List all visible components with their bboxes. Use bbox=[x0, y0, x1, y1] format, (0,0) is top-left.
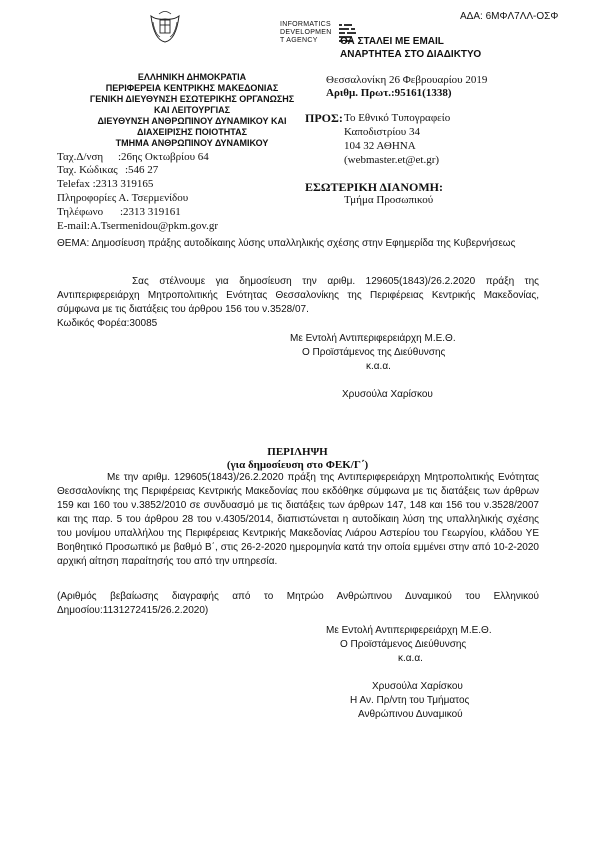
signature-mandate: Με Εντολή Αντιπεριφερειάρχη Μ.Ε.Θ. bbox=[290, 333, 456, 344]
logo-line: INFORMATICS bbox=[280, 21, 332, 28]
recipient-line: Καποδιστρίου 34 bbox=[344, 126, 420, 138]
protocol-number: Αριθμ. Πρωτ.:95161(1338) bbox=[326, 87, 452, 99]
post-online-notice: ΑΝΑΡΤΗΤΕΑ ΣΤΟ ΔΙΑΔΙΚΤΥΟ bbox=[340, 49, 482, 60]
summary-text: Με την αριθμ. 129605(1843)/26.2.2020 πράξη της Αντιπεριφερειάρχη Μητροπολιτικής Ενότητας Θεσσαλονίκης της Περιφέρειας Κεντρικής Μακεδονίας που εκδόθηκε σύμφωνα με τις διατάξεις των άρθρων 159 και 160 του ν.3852/2010 σε συνδυασμό με τις διατάξεις των άρθρων 147, 148 και 156 του ν.3528/2007 και της παρ. 5 του άρθρου 28 του ν.4305/2014, διαπιστώνεται η αυτοδίκαιη λύση της υπαλληλικής σχέσης του μονίμου υπαλλήλου της Περιφέρειας Κεντρικής Μακεδονίας Λιάρου Αστερίου του Γεωργίου, κλάδου ΥΕ Βοηθητικό Προσωπικό με βαθμό Β΄, στις 26-2-2020 ημερομηνία κατά την οποία εμμένει στην από 10-2-2020 αρχική αίτηση παραίτησής του από την υπηρεσία. bbox=[57, 472, 539, 567]
signature-title: Ο Προϊστάμενος Διεύθυνσης bbox=[340, 639, 467, 650]
signatory-role: Η Αν. Πρ/ντη του Τμήματος bbox=[350, 695, 470, 706]
recipient-line: Το Εθνικό Τυπογραφείο bbox=[344, 112, 451, 124]
header-line: ΤΜΗΜΑ ΑΝΘΡΩΠΙΝΟΥ ΔΥΝΑΜΙΚΟΥ bbox=[115, 138, 269, 148]
address-value: :26ης Οκτωβρίου 64 bbox=[118, 151, 209, 163]
address-label: Ταχ.Δ/νση bbox=[57, 151, 104, 163]
signature-kaa: κ.α.α. bbox=[398, 653, 423, 664]
signatory-name: Χρυσούλα Χαρίσκου bbox=[342, 389, 433, 400]
subject: ΘΕΜΑ: Δημοσίευση πράξης αυτοδίκαιης λύσης υπαλληλικής σχέσης στην Εφημερίδα της Κυβερνήσεως bbox=[57, 238, 516, 249]
internal-distribution-value: Τμήμα Προσωπικού bbox=[344, 194, 434, 206]
header-line: ΔΙΑΧΕΙΡΙΣΗΣ ΠΟΙΟΤΗΤΑΣ bbox=[136, 127, 247, 137]
recipient-email: (webmaster.et@et.gr) bbox=[344, 154, 440, 166]
phone-value: :2313 319161 bbox=[120, 206, 181, 218]
header-line: ΠΕΡΙΦΕΡΕΙΑ ΚΕΝΤΡΙΚΗΣ ΜΑΚΕΔΟΝΙΑΣ bbox=[105, 83, 279, 93]
agency-logo bbox=[280, 21, 332, 45]
phone-label: Τηλέφωνο bbox=[57, 206, 104, 218]
logo-line: T AGENCY bbox=[280, 37, 318, 44]
signature-kaa: κ.α.α. bbox=[366, 361, 391, 372]
signatory-role: Ανθρώπινου Δυναμικού bbox=[358, 709, 463, 720]
ada-code: ΑΔΑ: 6ΜΦΛ7ΛΛ-ΟΣΦ bbox=[460, 11, 559, 22]
internal-distribution-title: ΕΣΩΤΕΡΙΚΗ ΔΙΑΝΟΜΗ: bbox=[305, 180, 443, 194]
signature-mandate: Με Εντολή Αντιπεριφερειάρχη Μ.Ε.Θ. bbox=[326, 625, 492, 636]
header-line: ΔΙΕΥΘΥΝΣΗ ΑΝΘΡΩΠΙΝΟΥ ΔΥΝΑΜΙΚΟΥ ΚΑΙ bbox=[97, 116, 287, 126]
fax-number: Telefax :2313 319165 bbox=[57, 178, 154, 190]
summary-note: (Αριθμός βεβαίωσης διαγραφής από το Μητρώο Ανθρώπινου Δυναμικού του Ελληνικού Δημοσίου:1131272415/26.2.2020) bbox=[57, 591, 539, 616]
summary-subtitle: (για δημοσίευση στο ΦΕΚ/Γ΄) bbox=[226, 459, 369, 471]
agency-code: Κωδικός Φορέα:30085 bbox=[57, 318, 158, 329]
greek-emblem-icon bbox=[148, 10, 182, 44]
logo-line: DEVELOPMEN bbox=[280, 29, 332, 36]
header-line: ΓΕΝΙΚΗ ΔΙΕΥΘΥΝΣΗ ΕΣΩΤΕΡΙΚΗΣ ΟΡΓΑΝΩΣΗΣ bbox=[89, 94, 295, 104]
zip-value: :546 27 bbox=[125, 164, 159, 176]
document-date: Θεσσαλονίκη 26 Φεβρουαρίου 2019 bbox=[326, 74, 488, 86]
signature-title: Ο Προϊστάμενος της Διεύθυνσης bbox=[302, 347, 446, 358]
recipient-line: 104 32 ΑΘΗΝΑ bbox=[344, 140, 416, 152]
header-line: ΕΛΛΗΝΙΚΗ ΔΗΜΟΚΡΑΤΙΑ bbox=[137, 72, 247, 82]
info-contact: Πληροφορίες Α. Τσερμενίδου bbox=[57, 192, 189, 204]
header-line: ΚΑΙ ΛΕΙΤΟΥΡΓΙΑΣ bbox=[153, 105, 231, 115]
send-by-email-notice: ΘΑ ΣΤΑΛΕΙ ΜΕ EMAIL bbox=[340, 36, 444, 47]
zip-label: Ταχ. Κώδικας bbox=[57, 164, 118, 176]
email-address: E-mail:A.Tsermenidou@pkm.gov.gr bbox=[57, 220, 219, 232]
summary-title: ΠΕΡΙΛΗΨΗ bbox=[267, 446, 328, 458]
recipient-label: ΠΡΟΣ: bbox=[305, 111, 343, 125]
signatory-name: Χρυσούλα Χαρίσκου bbox=[372, 681, 463, 692]
body-paragraph: Σας στέλνουμε για δημοσίευση την αριθμ. 129605(1843)/26.2.2020 πράξη της Αντιπεριφερειάρχη Μητροπολιτικής Ενότητας Θεσσαλονίκης της Περιφέρειας Κεντρικής Μακεδονίας, σύμφωνα με τις διατάξεις του άρθρου 156 του ν.3528/07. bbox=[57, 276, 539, 315]
